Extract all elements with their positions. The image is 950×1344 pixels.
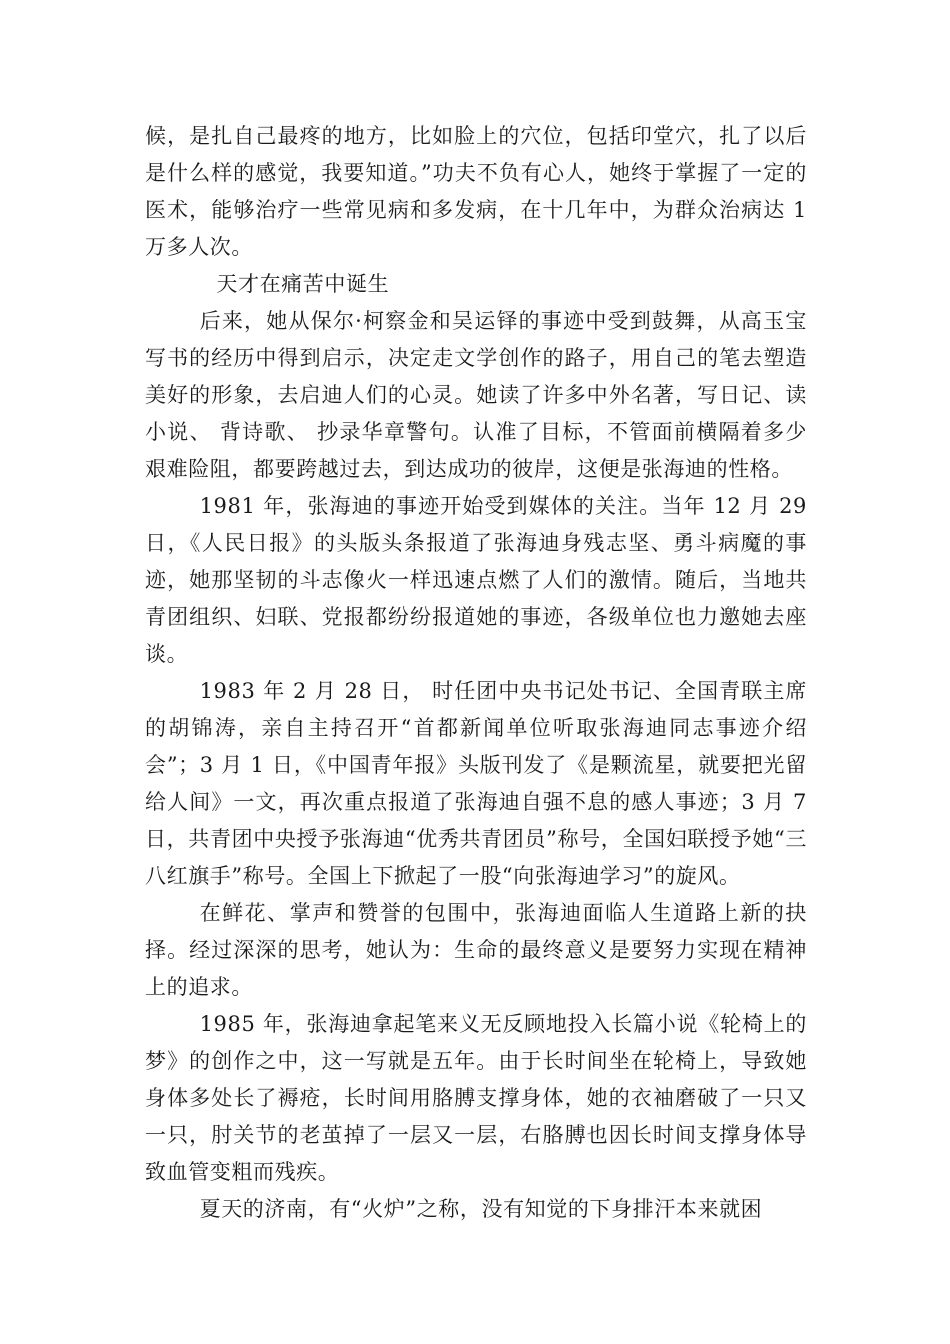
paragraph: 1981 年，张海迪的事迹开始受到媒体的关注。当年 12 月 29 日，《人民日报》的头版头条报道了张海迪身残志坚、勇斗病魔的事迹，她那坚韧的斗志像火一样迅速点燃了人们的激情。随后，当地共青团组织、妇联、党报都纷纷报道她的事迹，各级单位也力邀她去座谈。 [145, 494, 807, 666]
paragraph: 1983 年 2 月 28 日， 时任团中央书记处书记、全国青联主席的胡锦涛，亲自主持召开“首都新闻单位听取张海迪同志事迹介绍会”；3 月 1 日，《中国青年报》头版刊发了《是颗流星，就要把光留给人间》一文，再次重点报道了张海迪自强不息的感人事迹；3 月 7 日，共青团中央授予张海迪“优秀共青团员”称号，全国妇联授予她“三八红旗手”称号。全国上下掀起了一股“向张海迪学习”的旋风。 [145, 679, 807, 888]
paragraph: 在鲜花、掌声和赞誉的包围中，张海迪面临人生道路上新的抉择。经过深深的思考，她认为：生命的最终意义是要努力实现在精神上的追求。 [145, 901, 807, 999]
paragraph-continuation: 候，是扎自己最疼的地方，比如脸上的穴位，包括印堂穴，扎了以后是什么样的感觉，我要知道。”功夫不负有心人，她终于掌握了一定的医术，能够治疗一些常见病和多发病，在十几年中，为群众治病达 1 万多人次。 [145, 124, 807, 259]
section-heading: 天才在痛苦中诞生 [216, 272, 390, 296]
paragraph: 后来，她从保尔·柯察金和吴运铎的事迹中受到鼓舞，从高玉宝写书的经历中得到启示，决定走文学创作的路子，用自己的笔去塑造美好的形象，去启迪人们的心灵。她读了许多中外名著，写日记、读小说、 背诗歌、 抄录华章警句。认准了目标，不管面前横隔着多少艰难险阻，都要跨越过去，到达成功的彼岸，这便是张海迪的性格。 [145, 309, 807, 481]
paragraph: 1985 年，张海迪拿起笔来义无反顾地投入长篇小说《轮椅上的梦》的创作之中，这一写就是五年。由于长时间坐在轮椅上，导致她身体多处长了褥疮，长时间用胳膊支撑身体，她的衣袖磨破了一只又一只，肘关节的老茧掉了一层又一层，右胳膊也因长时间支撑身体导致血管变粗而残疾。 [145, 1012, 807, 1184]
document-body [145, 118, 807, 1228]
paragraph-truncated: 夏天的济南，有“火炉”之称，没有知觉的下身排汗本来就困 [199, 1197, 763, 1221]
